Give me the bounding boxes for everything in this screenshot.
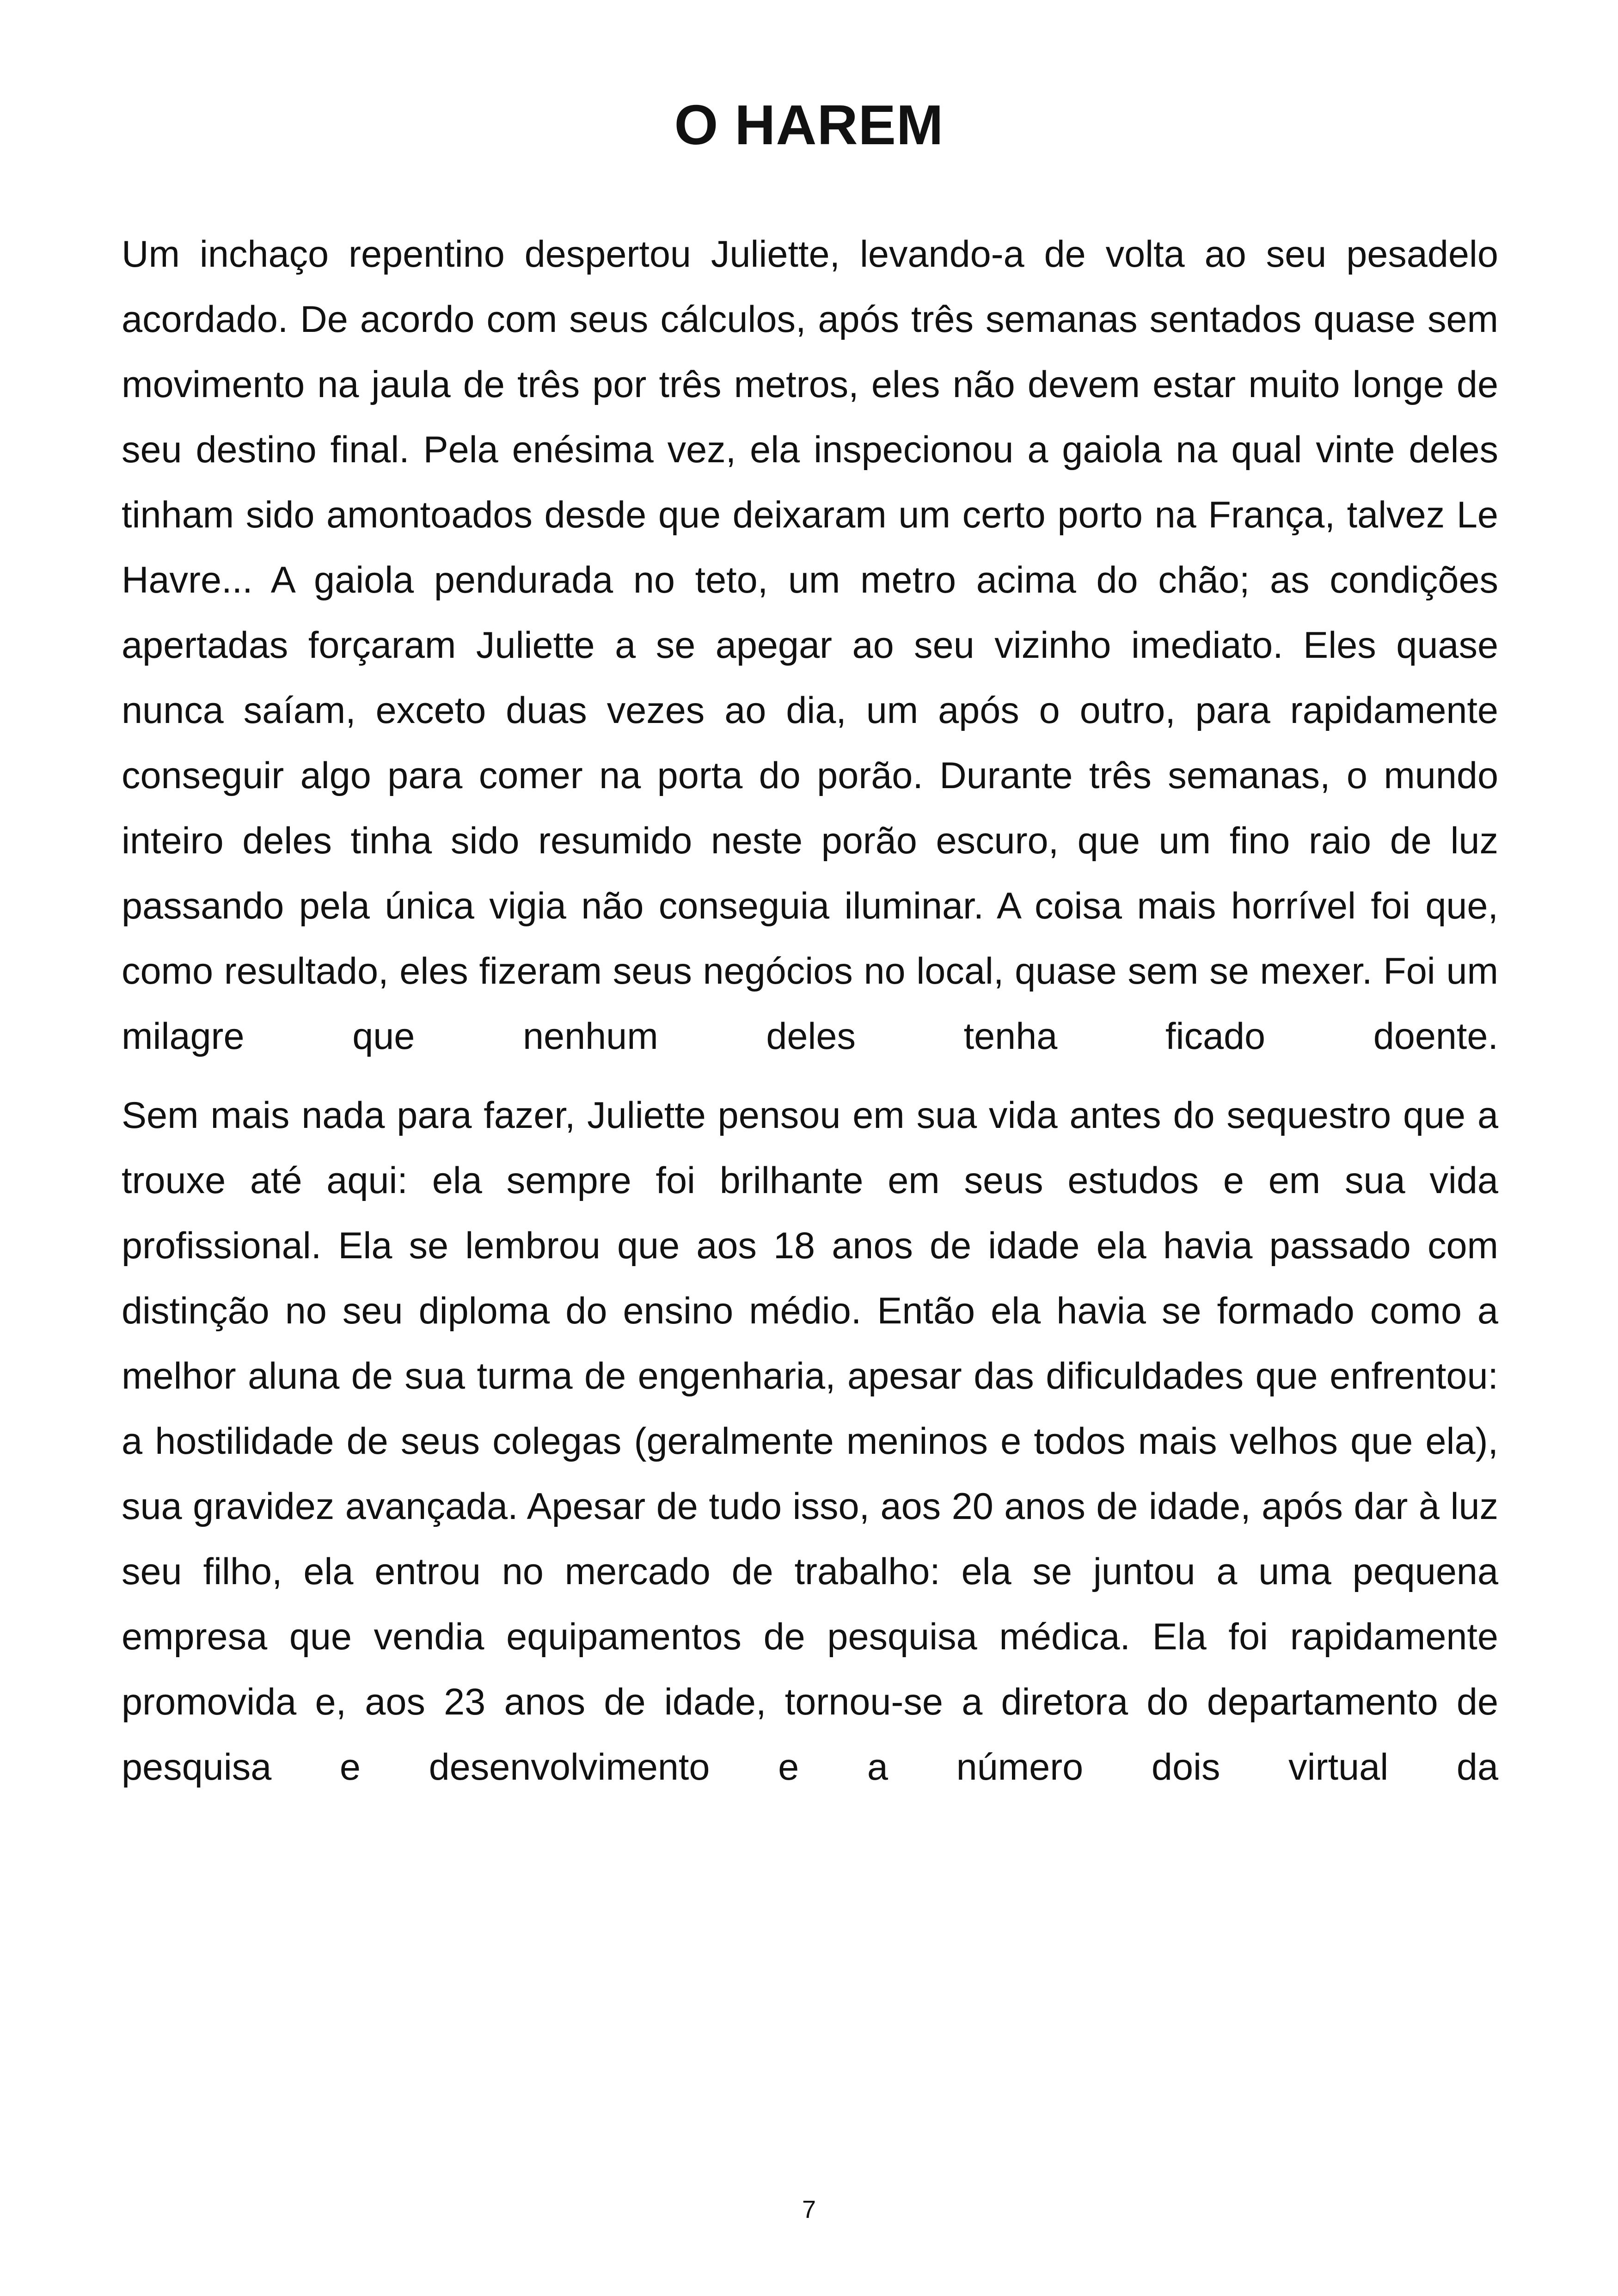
text-line: ficado doente. [1165, 1016, 1498, 1057]
text-line: Então ela havia se formado como a melhor aluna de sua turma de [122, 1290, 1498, 1397]
text-line: colegas (geralmente meninos e todos mais velhos que ela), sua gravidez [122, 1420, 1498, 1527]
body-text [122, 222, 1498, 1800]
text-line: forçaram Juliette a se apegar ao seu vizinho imediato. Eles quase nunca [122, 625, 1498, 731]
text-line: local, quase sem se mexer. Foi um milagre que nenhum deles tenha [122, 950, 1498, 1057]
text-line: saíam, exceto duas vezes ao dia, um após o outro, para rapidamente [243, 690, 1498, 731]
text-line: idade ela havia passado com distinção no seu diploma do ensino médio. [122, 1225, 1498, 1332]
text-line: Sem mais nada para fazer, Juliette pensou em sua vida antes do [122, 1095, 1215, 1136]
page-title: O HAREM [674, 93, 944, 156]
page-number: 7 [802, 2196, 816, 2223]
text-line: departamento de pesquisa e desenvolvimento e a número dois virtual da [122, 1681, 1499, 1788]
text-line: Um inchaço repentino despertou Juliette, levando-a de volta ao seu [122, 233, 1327, 275]
text-line: inspecionou a gaiola na qual vinte deles tinham sido amontoados desde [122, 429, 1498, 536]
text-line: fino raio de luz passando pela única vigia não conseguia iluminar. A coisa [122, 820, 1498, 927]
text-line: pendurada no teto, um metro acima do chão; as condições apertadas [122, 559, 1498, 666]
text-line: não devem estar muito longe de seu destino final. Pela enésima vez, ela [122, 364, 1499, 471]
text-line: avançada. Apesar de tudo isso, aos 20 anos de idade, após dar à luz seu [122, 1486, 1498, 1592]
paragraph-1 [122, 222, 1498, 1069]
text-line: que deixaram um certo porto na França, talvez Le Havre... A gaiola [122, 494, 1498, 601]
text-line: mais horrível foi que, como resultado, eles fizeram seus negócios no [122, 885, 1498, 992]
text-line: empresa que vendia equipamentos de pesquisa médica. Ela foi [122, 1616, 1268, 1658]
text-line: mundo inteiro deles tinha sido resumido neste porão escuro, que um [122, 755, 1498, 862]
text-line: sentados quase sem movimento na jaula de três por três metros, eles [122, 299, 1498, 405]
paragraph-2 [122, 1083, 1498, 1800]
text-line: sequestro que a trouxe até aqui: ela sempre foi brilhante em seus [122, 1095, 1498, 1201]
text-line: rapidamente promovida e, aos 23 anos de idade, tornou-se a diretora do [122, 1616, 1498, 1723]
text-line: pesadelo acordado. De acordo com seus cálculos, após três semanas [122, 233, 1498, 340]
text-line: engenharia, apesar das dificuldades que enfrentou: a hostilidade de seus [122, 1355, 1498, 1462]
text-line: filho, ela entrou no mercado de trabalho: ela se juntou a uma pequena [203, 1551, 1498, 1592]
text-line: conseguir algo para comer na porta do porão. Durante três semanas, o [122, 755, 1367, 796]
text-line: estudos e em sua vida profissional. Ela se lembrou que aos 18 anos de [122, 1160, 1498, 1267]
